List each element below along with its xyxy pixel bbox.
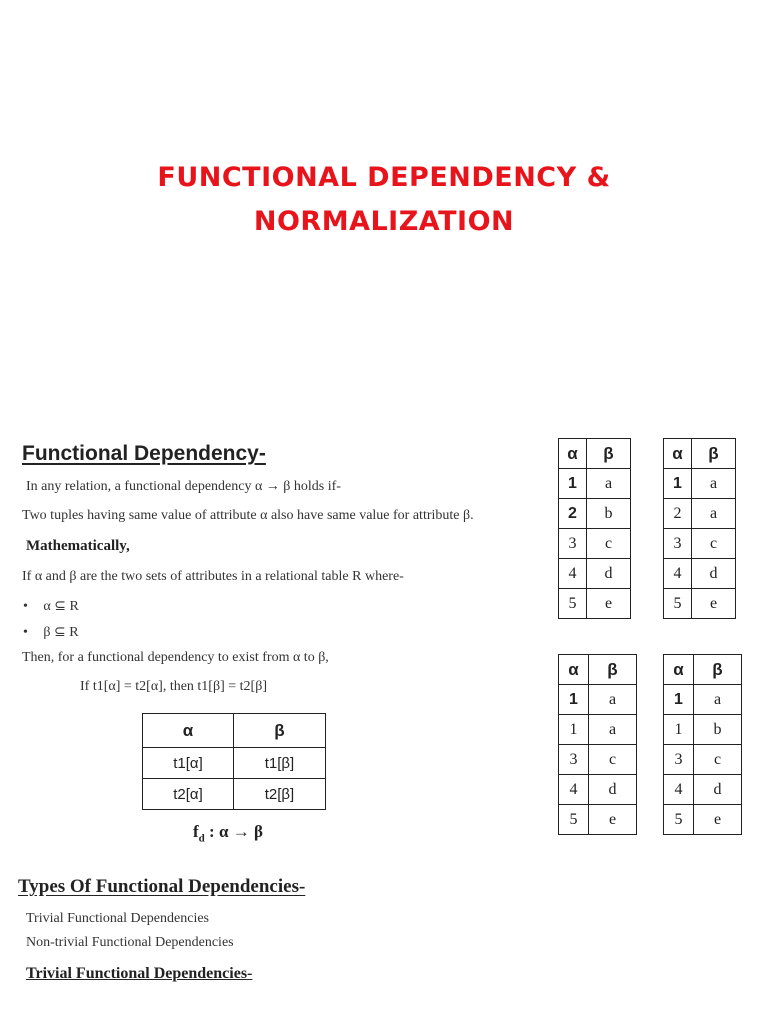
bullet-item	[23, 624, 79, 641]
table-cell: b	[694, 715, 742, 745]
table-cell: c	[587, 529, 631, 559]
table-row	[664, 499, 736, 529]
table-cell: t1[β]	[234, 748, 326, 779]
table-cell: a	[694, 685, 742, 715]
condition-text: If α and β are the two sets of attributes in a relational table R where-	[22, 569, 404, 584]
example-table-1	[558, 438, 631, 619]
table-header-cell: α	[664, 655, 694, 685]
table-cell: 1	[559, 685, 589, 715]
table-header-cell: α	[559, 439, 587, 469]
table-cell: a	[692, 469, 736, 499]
table-cell: 5	[664, 589, 692, 619]
types-list-item: Trivial Functional Dependencies	[26, 911, 210, 926]
table-cell: a	[587, 469, 631, 499]
table-cell: 5	[559, 589, 587, 619]
table-cell: 1	[664, 715, 694, 745]
example-table-2	[663, 438, 736, 619]
table-row	[559, 805, 637, 835]
table-cell: a	[692, 499, 736, 529]
bullet-dot: •	[23, 599, 28, 614]
table-row	[664, 589, 736, 619]
table-header-row	[143, 714, 326, 748]
table-cell: d	[694, 775, 742, 805]
fd-subscript: d	[198, 832, 205, 845]
table-cell: 2	[664, 499, 692, 529]
table-cell: a	[589, 715, 637, 745]
table-row	[664, 529, 736, 559]
table-row	[559, 529, 631, 559]
table-cell: 1	[559, 469, 587, 499]
table-cell: 1	[664, 469, 692, 499]
table-row	[559, 745, 637, 775]
table-cell: e	[694, 805, 742, 835]
fd-expression: : α → β	[204, 822, 263, 841]
table-cell: 5	[664, 805, 694, 835]
table-cell: e	[587, 589, 631, 619]
table-cell: c	[692, 529, 736, 559]
table-cell: d	[692, 559, 736, 589]
fd-symbol: f	[193, 822, 199, 841]
table-row	[664, 559, 736, 589]
math-label: Mathematically,	[26, 538, 130, 554]
table-cell: 4	[664, 559, 692, 589]
section-heading-types: Types Of Functional Dependencies-	[18, 876, 306, 897]
table-row	[664, 745, 742, 775]
table-cell: d	[589, 775, 637, 805]
table-cell: a	[589, 685, 637, 715]
table-row	[559, 715, 637, 745]
table-row	[143, 748, 326, 779]
bullet-dot: •	[23, 625, 28, 640]
table-row	[664, 775, 742, 805]
table-cell: t1[α]	[143, 748, 234, 779]
table-cell: t2[α]	[143, 779, 234, 810]
table-row	[664, 469, 736, 499]
table-cell: e	[589, 805, 637, 835]
bullet-item	[23, 598, 79, 615]
table-cell: 3	[559, 529, 587, 559]
table-cell: 3	[664, 529, 692, 559]
table-cell: c	[589, 745, 637, 775]
table-row	[559, 685, 637, 715]
definition-text: Two tuples having same value of attribute α also have same value for attribute β.	[22, 508, 474, 523]
tuple-table	[142, 713, 326, 810]
table-header-cell: α	[664, 439, 692, 469]
page-title-line-1: FUNCTIONAL DEPENDENCY &	[157, 162, 611, 193]
rule-text: If t1[α] = t2[α], then t1[β] = t2[β]	[80, 679, 267, 694]
table-row	[559, 775, 637, 805]
section-heading-functional-dependency: Functional Dependency-	[22, 442, 266, 465]
table-row	[559, 589, 631, 619]
table-cell: e	[692, 589, 736, 619]
table-cell: 1	[559, 715, 589, 745]
table-header-cell: β	[234, 714, 326, 748]
types-list-item: Non-trivial Functional Dependencies	[26, 935, 234, 950]
table-cell: b	[587, 499, 631, 529]
table-cell: 3	[559, 745, 589, 775]
table-row	[664, 685, 742, 715]
table-cell: d	[587, 559, 631, 589]
table-cell: t2[β]	[234, 779, 326, 810]
example-table-4	[663, 654, 742, 835]
section-heading-trivial: Trivial Functional Dependencies-	[26, 965, 253, 982]
table-header-cell: α	[559, 655, 589, 685]
table-cell: 5	[559, 805, 589, 835]
table-row	[664, 715, 742, 745]
table-row	[559, 499, 631, 529]
table-header-cell: β	[589, 655, 637, 685]
table-header-cell: α	[143, 714, 234, 748]
table-row	[559, 559, 631, 589]
table-cell: 2	[559, 499, 587, 529]
table-header-cell: β	[694, 655, 742, 685]
bullet-text: α ⊆ R	[43, 599, 79, 614]
table-row	[559, 469, 631, 499]
table-cell: 4	[559, 775, 589, 805]
table-header-cell: β	[692, 439, 736, 469]
page-title-line-2: NORMALIZATION	[253, 206, 515, 237]
example-table-3	[558, 654, 637, 835]
table-row	[143, 779, 326, 810]
table-cell: 4	[664, 775, 694, 805]
intro-text: In any relation, a functional dependency α → β holds if-	[26, 479, 341, 494]
table-row	[664, 805, 742, 835]
bullet-text: β ⊆ R	[43, 625, 79, 640]
table-cell: 3	[664, 745, 694, 775]
table-cell: c	[694, 745, 742, 775]
then-text: Then, for a functional dependency to exist from α to β,	[22, 650, 329, 665]
table-cell: 1	[664, 685, 694, 715]
table-cell: 4	[559, 559, 587, 589]
fd-notation	[193, 822, 263, 844]
table-header-cell: β	[587, 439, 631, 469]
